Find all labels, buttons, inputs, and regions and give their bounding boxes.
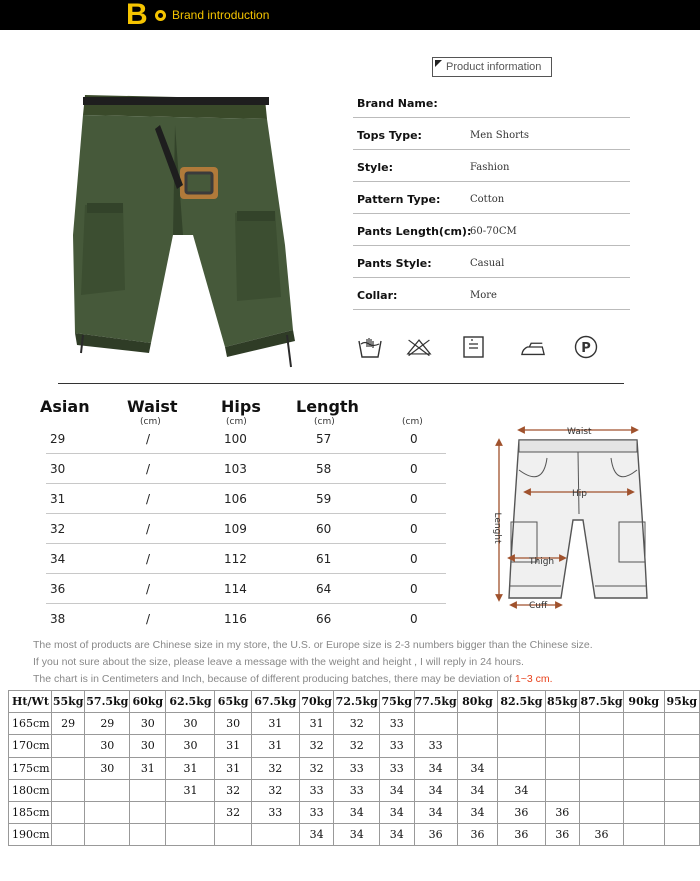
size-row [46, 544, 446, 574]
size-cell: 36 [545, 801, 580, 823]
info-label: Pants Length(cm): [357, 225, 472, 238]
header-asian: Asian [40, 397, 90, 416]
height-cell: 170cm [9, 735, 52, 757]
measurement-diagram [487, 410, 657, 620]
size-cell [545, 735, 580, 757]
size-cell: 0 [410, 552, 418, 566]
info-row-style [353, 150, 630, 182]
info-row-pants-style [353, 246, 630, 278]
weight-header: 90kg [623, 691, 664, 713]
weight-header: 85kg [545, 691, 580, 713]
size-cell: / [146, 432, 151, 446]
size-cell: 30 [130, 713, 166, 735]
weight-header: 60kg [130, 691, 166, 713]
height-cell: 165cm [9, 713, 52, 735]
info-label: Pants Style: [357, 257, 432, 270]
size-cell: 32 [299, 757, 334, 779]
size-cell: 34 [457, 801, 498, 823]
size-cell: 29 [85, 713, 130, 735]
info-value: More [470, 290, 497, 301]
size-cell: 114 [224, 582, 247, 596]
table-row [9, 735, 700, 757]
size-cell [130, 779, 166, 801]
info-row-tops-type [353, 118, 630, 150]
weight-header: 57.5kg [85, 691, 130, 713]
height-cell: 175cm [9, 757, 52, 779]
size-cell: 30 [85, 757, 130, 779]
size-cell: 30 [215, 713, 251, 735]
size-cell: 34 [414, 757, 457, 779]
note-line-3 [33, 673, 553, 685]
size-cell: 32 [215, 779, 251, 801]
size-cell [545, 713, 580, 735]
size-cell: 109 [224, 522, 247, 536]
size-cell: 36 [498, 801, 545, 823]
size-cell: / [146, 492, 151, 506]
size-cell: 34 [457, 757, 498, 779]
size-cell: 32 [50, 522, 66, 536]
note-line-2: If you not sure about the size, please leave a message with the weight and height , I will reply in 24 hours. [33, 656, 524, 668]
size-cell: 106 [224, 492, 247, 506]
bullet-icon [155, 10, 166, 21]
size-cell [51, 735, 85, 757]
height-cell: 185cm [9, 801, 52, 823]
size-cell [664, 713, 699, 735]
table-row [9, 757, 700, 779]
size-cell: / [146, 552, 151, 566]
size-cell: 31 [50, 492, 66, 506]
size-cell: 31 [251, 713, 299, 735]
brand-header [0, 0, 700, 30]
info-value: Casual [470, 258, 505, 269]
size-cell: / [146, 582, 151, 596]
unit-hips: (cm) [226, 417, 247, 427]
size-row [46, 574, 446, 604]
header-hips: Hips [221, 397, 261, 416]
note-highlight: 1~3 cm. [514, 673, 553, 685]
size-cell [623, 757, 664, 779]
corner-cell: Ht/Wt [9, 691, 52, 713]
size-cell [85, 779, 130, 801]
size-row [46, 454, 446, 484]
size-row [46, 484, 446, 514]
header-title: Brand introduction [172, 8, 270, 22]
size-cell: 33 [299, 779, 334, 801]
product-information-tag [432, 57, 552, 77]
size-cell: 103 [224, 462, 247, 476]
note-line-3-text: The chart is in Centimeters and Inch, because of different producing batches, there may be deviation of [33, 673, 515, 685]
hand-wash-icon [357, 335, 383, 359]
size-cell: 34 [50, 552, 66, 566]
note-line-1: The most of products are Chinese size in my store, the U.S. or Europe size is 2-3 numbers bigger than the Chinese size. [33, 639, 593, 651]
size-cell: 34 [498, 779, 545, 801]
size-cell: 34 [299, 824, 334, 846]
size-cell: 30 [50, 462, 66, 476]
table-row [9, 779, 700, 801]
size-cell: 36 [498, 824, 545, 846]
size-cell: 36 [545, 824, 580, 846]
info-label: Brand Name: [357, 97, 438, 110]
header-waist: Waist [127, 397, 178, 416]
size-cell [215, 824, 251, 846]
unit-extra: (cm) [402, 417, 423, 427]
size-cell: 30 [85, 735, 130, 757]
size-cell [545, 757, 580, 779]
size-row [46, 604, 446, 634]
size-cell: 34 [380, 779, 415, 801]
size-cell [498, 757, 545, 779]
size-cell: 34 [414, 801, 457, 823]
size-cell [664, 801, 699, 823]
size-cell: 34 [380, 824, 415, 846]
size-cell [623, 713, 664, 735]
size-cell [623, 824, 664, 846]
size-cell [166, 801, 215, 823]
weight-header: 82.5kg [498, 691, 545, 713]
size-cell: 33 [380, 713, 415, 735]
info-value: Cotton [470, 194, 505, 205]
height-cell: 190cm [9, 824, 52, 846]
size-row [46, 514, 446, 544]
size-cell [580, 801, 624, 823]
size-cell: 0 [410, 522, 418, 536]
size-cell: 32 [334, 713, 380, 735]
size-cell: 31 [215, 735, 251, 757]
section-divider [58, 383, 624, 384]
size-cell: 0 [410, 582, 418, 596]
info-label: Pattern Type: [357, 193, 441, 206]
size-cell [414, 713, 457, 735]
size-cell [664, 779, 699, 801]
label-thigh: Thigh [529, 557, 555, 567]
weight-header: 65kg [215, 691, 251, 713]
size-cell [623, 801, 664, 823]
unit-waist: (cm) [140, 417, 161, 427]
size-cell [85, 801, 130, 823]
info-row-collar [353, 278, 630, 310]
size-cell: 34 [334, 801, 380, 823]
size-cell: 31 [215, 757, 251, 779]
size-cell [85, 824, 130, 846]
size-cell: 61 [316, 552, 332, 566]
size-cell [51, 779, 85, 801]
label-cuff: Cuff [529, 601, 548, 611]
size-cell: 31 [166, 757, 215, 779]
size-cell: 112 [224, 552, 247, 566]
size-cell: 36 [414, 824, 457, 846]
size-cell: / [146, 522, 151, 536]
weight-header: 55kg [51, 691, 85, 713]
size-cell [580, 735, 624, 757]
size-cell [498, 735, 545, 757]
weight-header: 67.5kg [251, 691, 299, 713]
weight-header: 62.5kg [166, 691, 215, 713]
info-label: Style: [357, 161, 393, 174]
product-photo [65, 85, 305, 370]
product-information-title: Product information [446, 61, 542, 73]
size-cell [623, 779, 664, 801]
size-cell: 34 [334, 824, 380, 846]
size-cell [166, 824, 215, 846]
size-cell: 33 [251, 801, 299, 823]
size-cell [580, 713, 624, 735]
size-cell: 33 [414, 735, 457, 757]
size-cell [51, 824, 85, 846]
size-cell: 31 [166, 779, 215, 801]
corner-icon [435, 60, 442, 67]
table-row [9, 801, 700, 823]
size-cell [130, 801, 166, 823]
table-row [9, 824, 700, 846]
size-cell: 116 [224, 612, 247, 626]
size-cell [251, 824, 299, 846]
size-cell: 60 [316, 522, 332, 536]
header-length: Length [296, 397, 359, 416]
size-cell: 36 [580, 824, 624, 846]
no-bleach-icon [406, 335, 432, 359]
size-cell: 34 [457, 779, 498, 801]
size-cell [130, 824, 166, 846]
size-cell: 38 [50, 612, 66, 626]
info-value: 60-70CM [470, 226, 517, 237]
size-cell: 34 [414, 779, 457, 801]
size-cell: 36 [457, 824, 498, 846]
info-row-pattern-type [353, 182, 630, 214]
size-cell: 31 [130, 757, 166, 779]
size-cell: 58 [316, 462, 332, 476]
weight-header: 72.5kg [334, 691, 380, 713]
tumble-dry-icon [461, 335, 487, 359]
info-label: Collar: [357, 289, 398, 302]
size-cell: 30 [166, 735, 215, 757]
label-hip: Hip [572, 489, 587, 499]
label-waist: Waist [567, 427, 592, 437]
size-cell: 31 [251, 735, 299, 757]
size-cell: 57 [316, 432, 332, 446]
dry-clean-icon [573, 335, 599, 359]
weight-header: 80kg [457, 691, 498, 713]
size-cell: 0 [410, 492, 418, 506]
weight-header: 95kg [664, 691, 699, 713]
size-cell [580, 757, 624, 779]
unit-length: (cm) [314, 417, 335, 427]
weight-header: 87.5kg [580, 691, 624, 713]
size-cell: 31 [299, 713, 334, 735]
table-header-row [9, 691, 700, 713]
size-cell: 29 [50, 432, 66, 446]
brand-badge: B [126, 0, 148, 31]
size-cell: 32 [334, 735, 380, 757]
size-cell: 30 [166, 713, 215, 735]
size-cell [545, 779, 580, 801]
size-cell: 100 [224, 432, 247, 446]
size-cell: 32 [215, 801, 251, 823]
info-row-pants-length [353, 214, 630, 246]
size-cell: 64 [316, 582, 332, 596]
weight-header: 77.5kg [414, 691, 457, 713]
size-cell: 66 [316, 612, 332, 626]
size-cell: 33 [380, 757, 415, 779]
label-length: Lenght [492, 512, 502, 544]
size-cell [457, 735, 498, 757]
size-cell: 30 [130, 735, 166, 757]
info-label: Tops Type: [357, 129, 422, 142]
size-cell [623, 735, 664, 757]
size-cell [664, 735, 699, 757]
size-cell: 29 [51, 713, 85, 735]
table-row [9, 713, 700, 735]
size-cell: 59 [316, 492, 332, 506]
info-value: Men Shorts [470, 130, 530, 141]
size-cell [580, 779, 624, 801]
height-cell: 180cm [9, 779, 52, 801]
height-weight-table [8, 690, 700, 846]
size-cell: 32 [251, 779, 299, 801]
size-cell: / [146, 612, 151, 626]
size-cell [664, 824, 699, 846]
size-cell: 36 [50, 582, 66, 596]
size-cell: 32 [251, 757, 299, 779]
size-cell [664, 757, 699, 779]
weight-header: 70kg [299, 691, 334, 713]
info-value: Fashion [470, 162, 510, 173]
size-cell: 33 [380, 735, 415, 757]
size-cell [51, 801, 85, 823]
size-cell: 33 [334, 757, 380, 779]
size-cell: 34 [380, 801, 415, 823]
size-cell: 0 [410, 462, 418, 476]
iron-icon [520, 335, 546, 359]
size-cell: / [146, 462, 151, 476]
size-cell [498, 713, 545, 735]
size-cell [51, 757, 85, 779]
size-cell: 0 [410, 612, 418, 626]
info-row-brand [353, 86, 630, 118]
size-cell: 32 [299, 735, 334, 757]
size-cell [457, 713, 498, 735]
size-cell: 0 [410, 432, 418, 446]
size-cell: 33 [334, 779, 380, 801]
svg-text:P: P [581, 341, 591, 356]
weight-header: 75kg [380, 691, 415, 713]
size-row [46, 424, 446, 454]
size-cell: 33 [299, 801, 334, 823]
